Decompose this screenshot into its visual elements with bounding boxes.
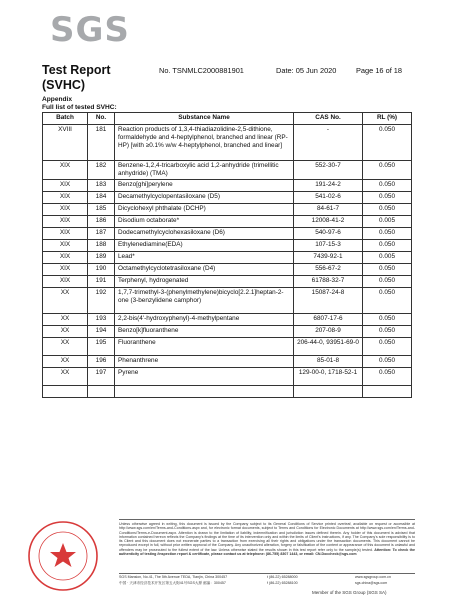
cell-no: 182 (88, 161, 115, 180)
cell-no: 189 (88, 252, 115, 264)
cell-substance: Octamethylcyclotetrasiloxane (D4) (115, 264, 294, 276)
cell-batch: XIX (43, 216, 88, 228)
cell-substance: Pyrene (115, 368, 294, 386)
cell-batch: XIX (43, 252, 88, 264)
table-row (43, 356, 412, 368)
legal-disclaimer (119, 522, 415, 556)
cell-no: 185 (88, 204, 115, 216)
cell-substance: Reaction products of 1,3,4-thiadiazolidine-2,5-dithione, formaldehyde and 4-heptylphenol, branched and linear (RP-HP) [with ≥0.1% w/w 4-heptylphenol, branched and linear] (115, 125, 294, 161)
cell-no: 196 (88, 356, 115, 368)
phone: t (86-22) 65288000 (267, 575, 298, 579)
table-row (43, 264, 412, 276)
cell-batch: XX (43, 314, 88, 326)
cell-batch: XX (43, 356, 88, 368)
cell-batch: XX (43, 326, 88, 338)
table-row (43, 288, 412, 314)
cell-substance: Benzo[ghi]perylene (115, 180, 294, 192)
table-row (43, 161, 412, 180)
cell-cas: - (294, 125, 363, 161)
cell-cas: 85-01-8 (294, 356, 363, 368)
cell-no: 197 (88, 368, 115, 386)
cell-cas: 61788-32-7 (294, 276, 363, 288)
report-number: No. TSNMLC2000881901 (159, 66, 244, 75)
cell-no: 193 (88, 314, 115, 326)
cell-no: 192 (88, 288, 115, 314)
cell-substance: Fluoranthene (115, 338, 294, 356)
appendix-label: Appendix (42, 96, 73, 103)
cell-batch: XIX (43, 264, 88, 276)
cell-no: 195 (88, 338, 115, 356)
list-title: Full list of tested SVHC: (42, 103, 117, 111)
cell-batch: XX (43, 288, 88, 314)
sgs-logo (50, 10, 138, 50)
col-rl: RL (%) (363, 113, 412, 125)
cell-cas: 7439-92-1 (294, 252, 363, 264)
cell-batch: XX (43, 338, 88, 356)
logo-text: SGS (50, 10, 130, 50)
cell-substance: Ethylenediamine(EDA) (115, 240, 294, 252)
cell-cas: 540-97-6 (294, 228, 363, 240)
cell-no: 190 (88, 264, 115, 276)
cell-rl: 0.005 (363, 216, 412, 228)
table-row (43, 216, 412, 228)
cell-rl: 0.050 (363, 338, 412, 356)
cell-cas: 207-08-9 (294, 326, 363, 338)
cell-rl: 0.050 (363, 288, 412, 314)
disclaimer-text: Unless otherwise agreed in writing, this document is issued by the Company subject to its General Conditions of Service printed overleaf, available on request or accessible at http://www.sgs.com/en/Terms-and-Conditions.aspx and, for electronic format documents, subject to Terms and Conditions for Electronic Documents at http://www.sgs.com/en/Terms-and-Conditions/Terms-e-Document.aspx. Attention is drawn to the limitation of liability, indemnification and jurisdiction issues defined therein. Any holder of this document is advised that information contained hereon reflects the Company's findings at the time of its intervention only and within the limits of Client's instructions, if any. The Company's sole responsibility is to its Client and this document does not exonerate parties to a transaction from exercising all their rights and obligations under the transaction documents. This document cannot be reproduced except in full, without prior written approval of the Company. Any unauthorized alteration, forgery or falsification of the content or appearance of this document is unlawful and offenders may be prosecuted to the fullest extent of the law. Unless otherwise stated the results shown in this test report refer only to the sample(s) tested. (119, 522, 415, 552)
cell-batch: XIX (43, 180, 88, 192)
cell-batch: XIX (43, 204, 88, 216)
table-row (43, 125, 412, 161)
cell-batch: XX (43, 368, 88, 386)
cell-substance: Dodecamethylcyclohexasiloxane (D6) (115, 228, 294, 240)
svhc-table (42, 112, 412, 398)
cell-no (88, 386, 115, 398)
cell-rl: 0.050 (363, 264, 412, 276)
cell-no: 194 (88, 326, 115, 338)
cell-rl (363, 386, 412, 398)
cell-substance: Decamethylcyclopentasiloxane (D5) (115, 192, 294, 204)
table-row (43, 180, 412, 192)
cell-batch: XIX (43, 228, 88, 240)
cell-rl: 0.050 (363, 368, 412, 386)
report-date: Date: 05 Jun 2020 (276, 66, 337, 75)
cell-substance: Disodium octaborate* (115, 216, 294, 228)
cell-substance: Benzene-1,2,4-tricarboxylic acid 1,2-anhydride (trimellitic anhydride) (TMA) (115, 161, 294, 180)
title-line2: (SVHC) (42, 78, 86, 92)
cell-rl: 0.050 (363, 180, 412, 192)
address-en: SGS Mansion, No.41, The 5th Avenue TEDA, Tianjin, China 300457 (119, 575, 228, 579)
cell-batch: XIX (43, 161, 88, 180)
table-row (43, 338, 412, 356)
fax: f (86-22) 65288100 (267, 581, 298, 585)
table-row (43, 368, 412, 386)
cell-substance: Phenanthrene (115, 356, 294, 368)
cell-substance: 1,7,7-trimethyl-3-(phenylmethylene)bicyclo[2.2.1]heptan-2-one (3-benzylidene camphor) (115, 288, 294, 314)
cell-cas: 6807-17-6 (294, 314, 363, 326)
cell-no: 187 (88, 228, 115, 240)
table-row (43, 192, 412, 204)
cell-no: 181 (88, 125, 115, 161)
cell-cas: 552-30-7 (294, 161, 363, 180)
cell-substance: Benzo[k]fluoranthene (115, 326, 294, 338)
table-row (43, 276, 412, 288)
cell-no: 188 (88, 240, 115, 252)
cell-batch (43, 386, 88, 398)
cell-batch: XIX (43, 240, 88, 252)
address-divider (119, 573, 415, 574)
cell-substance: Terphenyl, hydrogenated (115, 276, 294, 288)
email-link[interactable]: sgs.china@sgs.com (355, 581, 388, 585)
page-title (42, 63, 111, 93)
table-row (43, 240, 412, 252)
col-substance: Substance Name (115, 113, 294, 125)
cell-rl: 0.050 (363, 125, 412, 161)
member-note: Member of the SGS Group (SGS SA) (312, 590, 387, 595)
cell-rl: 0.050 (363, 356, 412, 368)
cell-rl: 0.050 (363, 240, 412, 252)
cell-substance: 2,2-bis(4'-hydroxyphenyl)-4-methylpentane (115, 314, 294, 326)
cell-rl: 0.050 (363, 204, 412, 216)
footer-divider (119, 519, 415, 520)
cell-cas: 129-00-0, 1718-52-1 (294, 368, 363, 386)
cell-substance: Lead* (115, 252, 294, 264)
cell-cas: 541-02-6 (294, 192, 363, 204)
cell-rl: 0.050 (363, 326, 412, 338)
col-cas: CAS No. (294, 113, 363, 125)
col-no: No. (88, 113, 115, 125)
table-row (43, 228, 412, 240)
cell-cas: 107-15-3 (294, 240, 363, 252)
cell-rl: 0.050 (363, 276, 412, 288)
table-row (43, 326, 412, 338)
cell-batch: XIX (43, 276, 88, 288)
page-number: Page 16 of 18 (356, 66, 403, 75)
cell-substance (115, 386, 294, 398)
attention-text: Attention: To check the authenticity of testing /inspection report & certificate, please contact us at telephone: (86-755) 8307 1443, or email: CN.Doccheck@sgs.com (119, 547, 415, 557)
cell-cas: 191-24-2 (294, 180, 363, 192)
cell-cas (294, 386, 363, 398)
cell-rl: 0.005 (363, 252, 412, 264)
cell-cas: 12008-41-2 (294, 216, 363, 228)
cell-cas: 84-61-7 (294, 204, 363, 216)
cell-no: 186 (88, 216, 115, 228)
inspection-stamp (26, 519, 100, 593)
cell-no: 183 (88, 180, 115, 192)
cell-batch: XIX (43, 192, 88, 204)
cell-rl: 0.050 (363, 192, 412, 204)
cell-cas: 15087-24-8 (294, 288, 363, 314)
table-row (43, 314, 412, 326)
cell-no: 184 (88, 192, 115, 204)
table-row (43, 386, 412, 398)
table-header-row (43, 113, 412, 125)
cell-substance: Dicyclohexyl phthalate (DCHP) (115, 204, 294, 216)
cell-cas: 556-67-2 (294, 264, 363, 276)
table-row (43, 252, 412, 264)
table-row (43, 204, 412, 216)
cell-rl: 0.050 (363, 314, 412, 326)
cell-batch: XVIII (43, 125, 88, 161)
cell-cas: 206-44-0, 93951-69-0 (294, 338, 363, 356)
title-line1: Test Report (42, 63, 111, 77)
cell-rl: 0.050 (363, 161, 412, 180)
cell-no: 191 (88, 276, 115, 288)
website-link[interactable]: www.sgsgroup.com.cn (355, 575, 391, 579)
col-batch: Batch (43, 113, 88, 125)
address-cn: 中国 · 天津市经济技术开发区第五大街41号SGS大厦 邮编：300457 (119, 581, 226, 585)
appendix-heading (42, 96, 117, 111)
cell-rl: 0.050 (363, 228, 412, 240)
